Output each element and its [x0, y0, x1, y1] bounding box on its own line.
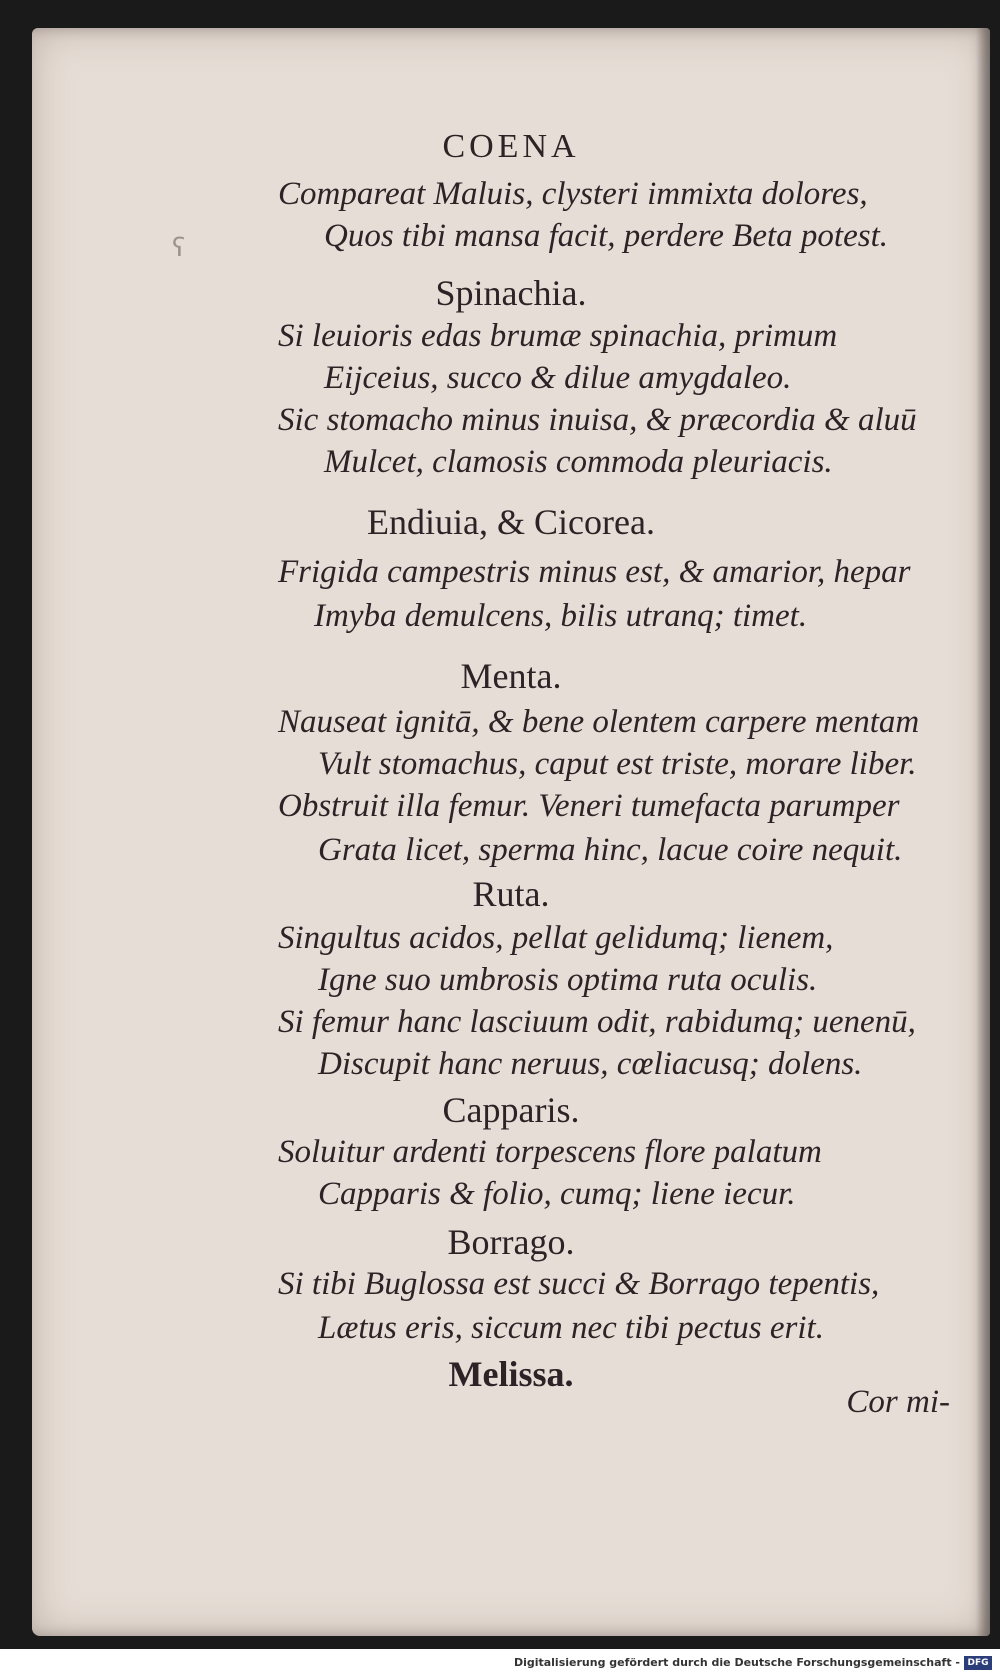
- verse-line: Compareat Maluis, clysteri immixta dolores,: [278, 176, 868, 212]
- section-heading-melissa: Melissa.: [448, 1354, 574, 1394]
- verse-line: Discupit hanc neruus, cœliacusq; dolens.: [318, 1046, 863, 1082]
- verse-line: Quos tibi mansa facit, perdere Beta potest.: [324, 218, 888, 254]
- verse-line: Obstruit illa femur. Veneri tumefacta parumper: [278, 788, 900, 824]
- verse-line: Si tibi Buglossa est succi & Borrago tepentis,: [278, 1266, 880, 1302]
- section-heading-endiuia: Endiuia, & Cicorea.: [367, 502, 655, 542]
- margin-mark: ʕ: [172, 233, 186, 263]
- page-text: [32, 28, 990, 1636]
- verse-line: Igne suo umbrosis optima ruta oculis.: [318, 962, 818, 998]
- section-heading-capparis: Capparis.: [442, 1090, 580, 1130]
- book-page: [32, 28, 990, 1636]
- footer-bar: [0, 1649, 1000, 1675]
- verse-line: Vult stomachus, caput est triste, morare liber.: [318, 746, 917, 782]
- funding-credit: Digitalisierung gefördert durch die Deutsche Forschungsgemeinschaft -: [513, 1656, 960, 1669]
- verse-line: Nauseat ignitā, & bene olentem carpere mentam: [278, 704, 920, 740]
- verse-line: Capparis & folio, cumq; liene iecur.: [318, 1176, 796, 1212]
- verse-line: Imyba demulcens, bilis utranq; timet.: [314, 598, 808, 634]
- catchword: Cor mi-: [846, 1384, 950, 1420]
- section-heading-borrago: Borrago.: [447, 1222, 575, 1262]
- verse-line: Mulcet, clamosis commoda pleuriacis.: [324, 444, 833, 480]
- verse-line: Singultus acidos, pellat gelidumq; lienem,: [278, 920, 834, 956]
- verse-line: Grata licet, sperma hinc, lacue coire nequit.: [318, 832, 903, 868]
- verse-line: Lætus eris, siccum nec tibi pectus erit.: [318, 1310, 824, 1346]
- verse-line: Soluitur ardenti torpescens flore palatum: [278, 1134, 822, 1170]
- running-head: COENA: [442, 128, 580, 165]
- verse-line: Frigida campestris minus est, & amarior, hepar: [278, 554, 911, 590]
- verse-line: Si femur hanc lasciuum odit, rabidumq; uenenū,: [278, 1004, 916, 1040]
- section-heading-spinachia: Spinachia.: [435, 273, 587, 313]
- section-heading-menta: Menta.: [460, 656, 562, 696]
- dfg-logo-icon: DFG: [964, 1656, 992, 1670]
- verse-line: Sic stomacho minus inuisa, & præcordia & aluū: [278, 402, 917, 438]
- verse-line: Eijceius, succo & dilue amygdaleo.: [324, 360, 792, 396]
- verse-line: Si leuioris edas brumæ spinachia, primum: [278, 318, 838, 354]
- section-heading-ruta: Ruta.: [472, 874, 550, 914]
